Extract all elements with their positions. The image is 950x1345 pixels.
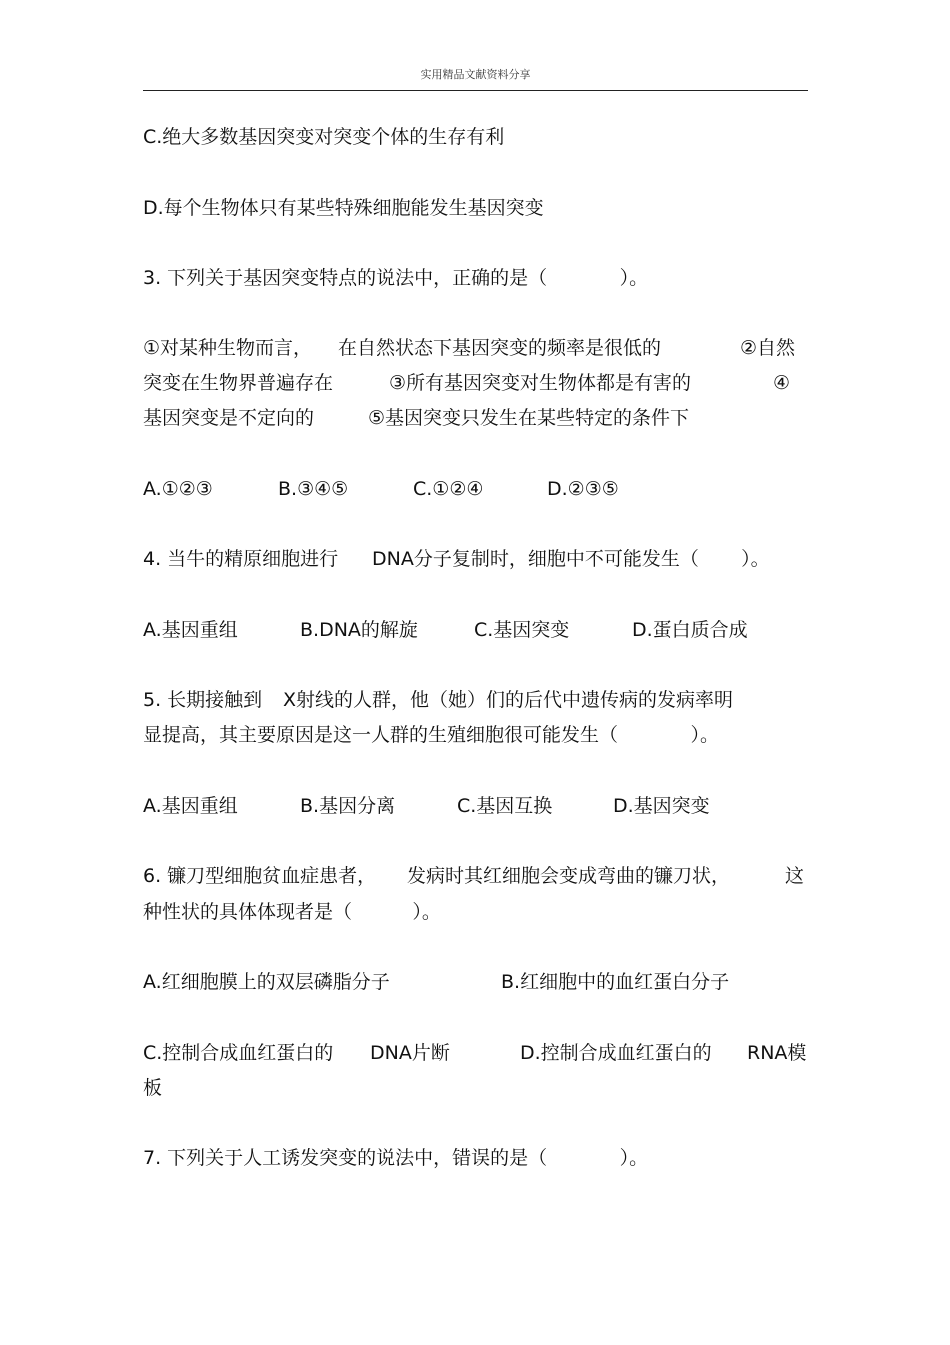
q3-statement-2-end: 突变在生物界普遍存在 [143, 372, 334, 394]
q6-option-d-wrap: 板 [143, 1077, 163, 1099]
q3-statement-4-end: 基因突变是不定向的 [143, 407, 315, 429]
q5-option-b: B.基因分离 [300, 795, 396, 817]
q3-statement-3: ③所有基因突变对生物体都是有害的 [389, 372, 692, 394]
q6-option-a: A.红细胞膜上的双层磷脂分子 [143, 971, 390, 993]
q6-option-c-term: DNA片断 [370, 1042, 450, 1064]
q6-stem-line2: 种性状的具体体现者是（ ）。 [143, 901, 441, 923]
q4-option-c: C.基因突变 [474, 619, 570, 641]
q6-option-d-text: D.控制合成血红蛋白的 [520, 1042, 712, 1064]
q5-option-c: C.基因互换 [457, 795, 553, 817]
q3-option-c: C.①②④ [413, 478, 484, 500]
q3-option-b: B.③④⑤ [278, 478, 349, 500]
q3-option-d: D.②③⑤ [547, 478, 619, 500]
q4-option-b: B.DNA的解旋 [300, 619, 418, 641]
q5-option-d: D.基因突变 [613, 795, 710, 817]
q5-option-a: A.基因重组 [143, 795, 238, 817]
page-header: 实用精品文献资料分享 [420, 68, 531, 81]
q6-option-c-text: C.控制合成血红蛋白的 [143, 1042, 334, 1064]
q6-stem-b: 发病时其红细胞会变成弯曲的镰刀状， [407, 865, 731, 887]
q3-stem: 3. 下列关于基因突变特点的说法中，正确的是（ ）。 [143, 267, 649, 289]
q5-stem-a: 5. 长期接触到 [143, 689, 263, 711]
q3-statement-5: ⑤基因突变只发生在某些特定的条件下 [368, 407, 690, 429]
q3-statement-4-start: ④ [773, 372, 791, 394]
q5-stem-b: X射线的人群，他（她）们的后代中遗传病的发病率明 [283, 689, 734, 711]
q6-option-b: B.红细胞中的血红蛋白分子 [501, 971, 730, 993]
q2-option-c: C.绝大多数基因突变对突变个体的生存有利 [143, 126, 505, 148]
q2-option-d: D.每个生物体只有某些特殊细胞能发生基因突变 [143, 197, 544, 219]
q3-statement-2-start: ②自然 [740, 337, 796, 359]
q3-option-a: A.①②③ [143, 478, 213, 500]
q3-statement-1a: ①对某种生物而言， [143, 337, 313, 359]
q3-statement-1b: 在自然状态下基因突变的频率是很低的 [338, 337, 662, 359]
q6-stem-c: 这 [785, 865, 805, 887]
header-rule [143, 90, 808, 91]
q4-option-a: A.基因重组 [143, 619, 238, 641]
q6-stem-a: 6. 镰刀型细胞贫血症患者， [143, 865, 377, 887]
q4-stem-a: 4. 当牛的精原细胞进行 [143, 548, 339, 570]
q6-option-d-term: RNA模 [747, 1042, 807, 1064]
q7-stem: 7. 下列关于人工诱发突变的说法中，错误的是（ ）。 [143, 1147, 649, 1169]
q4-stem-b: DNA分子复制时，细胞中不可能发生（ ）。 [372, 548, 770, 570]
q5-stem-line2: 显提高，其主要原因是这一人群的生殖细胞很可能发生（ ）。 [143, 724, 719, 746]
q4-option-d: D.蛋白质合成 [632, 619, 748, 641]
